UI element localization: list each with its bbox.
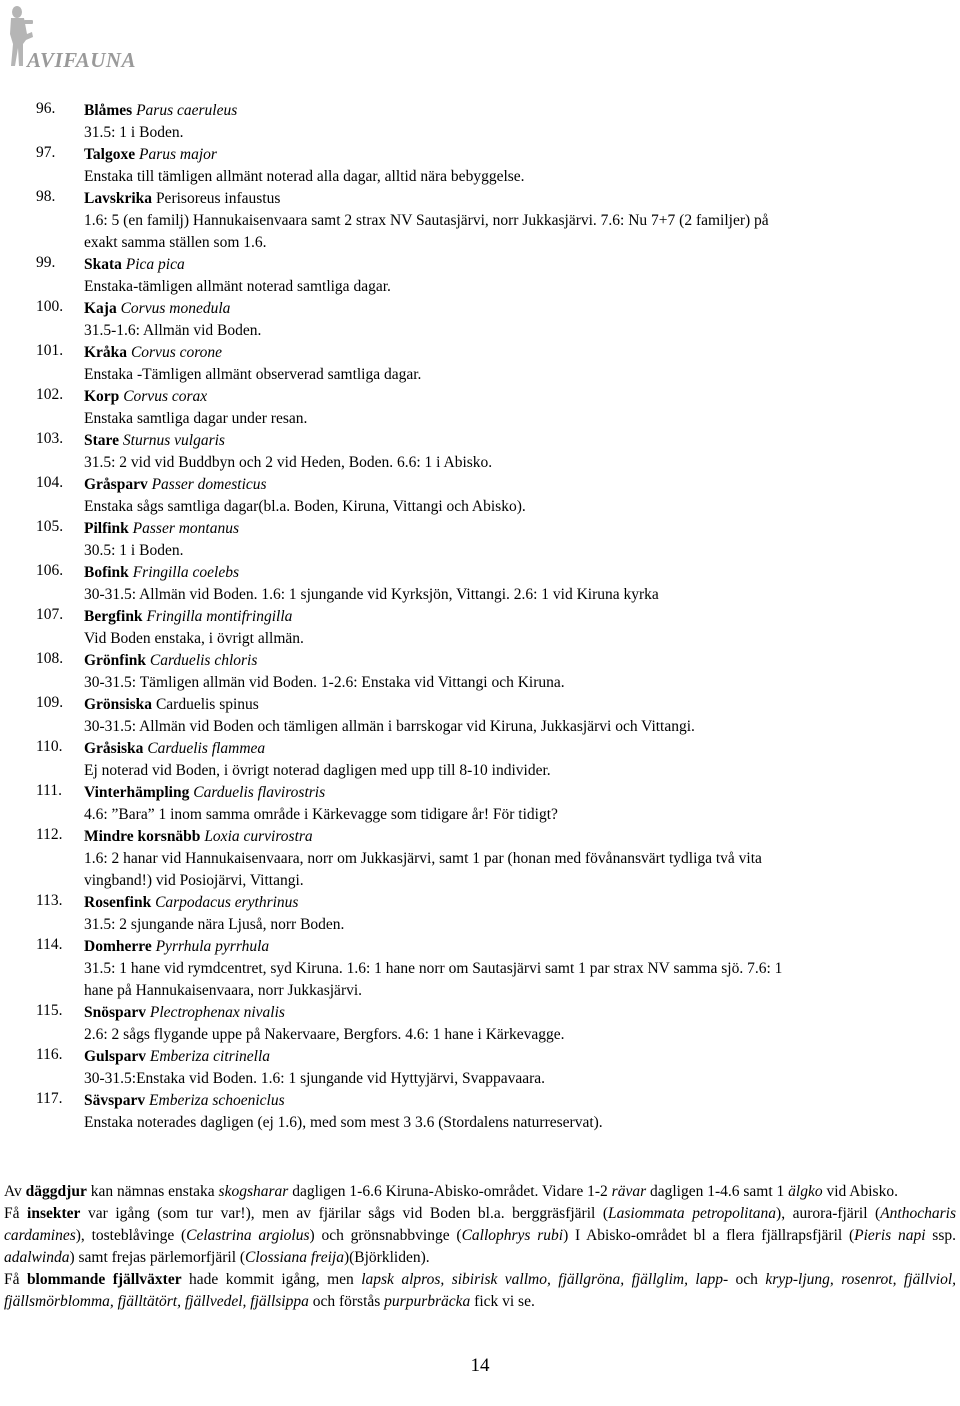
- species-heading: [84, 606, 936, 628]
- species-heading: [84, 694, 936, 716]
- observation-text: Enstaka-tämligen allmänt noterad samtliga dagar.: [84, 278, 391, 295]
- common-name: Kaja: [84, 300, 117, 317]
- species-entry: [36, 1002, 936, 1046]
- scientific-name: Emberiza citrinella: [149, 1048, 271, 1065]
- species-heading: [84, 342, 936, 364]
- observation-text: 30.5: 1 i Boden.: [84, 542, 184, 559]
- scientific-name: Corvus corone: [130, 344, 223, 361]
- species-heading: [84, 892, 936, 914]
- observation-text: 31.5: 1 i Boden.: [84, 124, 184, 141]
- species-heading: [84, 650, 936, 672]
- entry-number: 97.: [36, 144, 56, 161]
- scientific-name: Fringilla coelebs: [132, 564, 240, 581]
- observation-text: Enstaka -Tämligen allmänt observerad samtliga dagar.: [84, 366, 422, 383]
- common-name: Bergfink: [84, 608, 143, 625]
- common-name: Lavskrika: [84, 190, 153, 207]
- scientific-name: Passer montanus: [132, 520, 240, 537]
- species-heading: [84, 474, 936, 496]
- entry-number: 104.: [36, 474, 64, 491]
- observation-text: Enstaka sågs samtliga dagar(bl.a. Boden, Kiruna, Vittangi och Abisko).: [84, 498, 526, 515]
- observation-text: vingband!) vid Posiojärvi, Vittangi.: [84, 872, 304, 889]
- species-entry: [36, 298, 936, 342]
- entry-number: 114.: [36, 936, 63, 953]
- common-name: Stare: [84, 432, 120, 449]
- observation-text: exakt samma ställen som 1.6.: [84, 234, 267, 251]
- observation-text: 30-31.5: Tämligen allmän vid Boden. 1-2.6: Enstaka vid Vittangi och Kiruna.: [84, 674, 565, 691]
- common-name: Grönsiska: [84, 696, 153, 713]
- common-name: Rosenfink: [84, 894, 152, 911]
- species-heading: [84, 1002, 936, 1024]
- entry-number: 102.: [36, 386, 64, 403]
- entry-number: 109.: [36, 694, 64, 711]
- observation-text: 4.6: ”Bara” 1 inom samma område i Kärkevagge som tidigare år! För tidigt?: [84, 806, 558, 823]
- common-name: Bofink: [84, 564, 129, 581]
- species-entry: [36, 562, 936, 606]
- scientific-name: Sturnus vulgaris: [122, 432, 225, 449]
- species-entry: [36, 100, 936, 144]
- species-heading: [84, 518, 936, 540]
- species-entry: [36, 518, 936, 562]
- scientific-name: Passer domesticus: [151, 476, 267, 493]
- common-name: Gråsparv: [84, 476, 148, 493]
- species-entry: [36, 694, 936, 738]
- species-entry: [36, 188, 936, 254]
- observation-text: Enstaka till tämligen allmänt noterad alla dagar, alltid nära bebyggelse.: [84, 168, 525, 185]
- common-name: Talgoxe: [84, 146, 136, 163]
- observation-text: 31.5: 2 vid vid Buddbyn och 2 vid Heden, Boden. 6.6: 1 i Abisko.: [84, 454, 493, 471]
- entry-number: 112.: [36, 826, 63, 843]
- species-entry: [36, 144, 936, 188]
- species-entry: [36, 474, 936, 518]
- species-heading: [84, 738, 936, 760]
- species-entry: [36, 1090, 936, 1134]
- entry-number: 117.: [36, 1090, 63, 1107]
- entry-number: 105.: [36, 518, 64, 535]
- common-name: Skata: [84, 256, 122, 273]
- species-entry: [36, 386, 936, 430]
- scientific-name: Emberiza schoeniclus: [149, 1092, 285, 1109]
- entry-number: 113.: [36, 892, 63, 909]
- species-heading: [84, 562, 936, 584]
- common-name: Pilfink: [84, 520, 129, 537]
- scientific-name: Plectrophenax nivalis: [149, 1004, 285, 1021]
- species-heading: [84, 254, 936, 276]
- species-heading: [84, 386, 936, 408]
- observation-text: Ej noterad vid Boden, i övrigt noterad dagligen med upp till 8-10 individer.: [84, 762, 551, 779]
- entry-number: 100.: [36, 298, 64, 315]
- observation-text: 2.6: 2 sågs flygande uppe på Nakervaare, Bergfors. 4.6: 1 hane i Kärkevagge.: [84, 1026, 565, 1043]
- entry-number: 98.: [36, 188, 56, 205]
- entry-number: 103.: [36, 430, 64, 447]
- species-heading: [84, 188, 936, 210]
- entry-number: 96.: [36, 100, 56, 117]
- species-entry: [36, 430, 936, 474]
- plants-paragraph: Få blommande fjällväxter hade kommit igång, men lapsk alpros, sibirisk vallmo, fjällgröna, fjällglim, lapp- och kryp-ljung, rosenrot, fjällviol, fjällsmörblomma, fjälltätört, fjällvedel, fjällsippa och förstås purpurbräcka fick vi se.: [4, 1271, 957, 1311]
- common-name: Blåmes: [84, 102, 133, 119]
- scientific-name: Carduelis chloris: [149, 652, 258, 669]
- entry-number: 107.: [36, 606, 64, 623]
- species-heading: [84, 782, 936, 804]
- species-entry: [36, 342, 936, 386]
- species-heading: [84, 298, 936, 320]
- observation-text: 31.5-1.6: Allmän vid Boden.: [84, 322, 262, 339]
- insects-paragraph: Få insekter var igång (som tur var!), men av fjärilar sågs vid Boden bl.a. berggräsfjäril (Lasiommata petropolitana), aurora-fjäril (Anthocharis cardamines), tosteblåvinge (Celastrina argiolus) och grönsnabbvinge (Callophrys rubi) I Abisko-området bl a flera fjällrapsfjäril (Pieris napi ssp. adalwinda) samt frejas pärlemorfjäril (Clossiana freija)(Björkliden).: [4, 1205, 956, 1267]
- scientific-name: Pica pica: [125, 256, 185, 273]
- entry-number: 110.: [36, 738, 63, 755]
- species-entry: [36, 782, 936, 826]
- species-entry: [36, 826, 936, 892]
- species-list: [36, 100, 936, 1134]
- common-name: Korp: [84, 388, 120, 405]
- common-name: Gråsiska: [84, 740, 144, 757]
- common-name: Gulsparv: [84, 1048, 147, 1065]
- species-entry: [36, 936, 936, 1002]
- entry-number: 99.: [36, 254, 56, 271]
- species-heading: [84, 826, 936, 848]
- observation-text: 31.5: 2 sjungande nära Ljuså, norr Boden.: [84, 916, 345, 933]
- logo-text: AVIFAUNA: [27, 48, 137, 72]
- scientific-name: Fringilla montifringilla: [146, 608, 293, 625]
- mammals-paragraph: Av däggdjur kan nämnas enstaka skogsharar dagligen 1-6.6 Kiruna-Abisko-området. Vidare 1-2 rävar dagligen 1-4.6 samt 1 älgko vid Abisko.: [4, 1183, 898, 1200]
- common-name: Domherre: [84, 938, 152, 955]
- observation-text: 30-31.5:Enstaka vid Boden. 1.6: 1 sjungande vid Hyttyjärvi, Svappavaara.: [84, 1070, 546, 1087]
- common-name: Vinterhämpling: [84, 784, 190, 801]
- common-name: Sävsparv: [84, 1092, 146, 1109]
- scientific-name: Pyrrhula pyrrhula: [155, 938, 270, 955]
- observation-text: Vid Boden enstaka, i övrigt allmän.: [84, 630, 304, 647]
- observation-text: Enstaka noterades dagligen (ej 1.6), med som mest 3 3.6 (Stordalens naturreservat).: [84, 1114, 603, 1131]
- species-entry: [36, 606, 936, 650]
- scientific-name: Carduelis spinus: [155, 696, 259, 713]
- common-name: Mindre korsnäbb: [84, 828, 201, 845]
- entry-number: 115.: [36, 1002, 63, 1019]
- species-heading: [84, 1090, 936, 1112]
- common-name: Snösparv: [84, 1004, 147, 1021]
- avifauna-logo: [2, 4, 162, 70]
- species-entry: [36, 254, 936, 298]
- notes-section: [4, 1181, 956, 1314]
- scientific-name: Corvus monedula: [120, 300, 231, 317]
- observation-text: 1.6: 5 (en familj) Hannukaisenvaara samt 2 strax NV Sautasjärvi, norr Jukkasjärvi. 7.6: Nu 7+7 (2 familjer) på: [84, 212, 769, 229]
- common-name: Kråka: [84, 344, 128, 361]
- scientific-name: Perisoreus infaustus: [155, 190, 281, 207]
- species-heading: [84, 430, 936, 452]
- entry-number: 116.: [36, 1046, 63, 1063]
- page-number: 14: [470, 1355, 490, 1376]
- observation-text: 30-31.5: Allmän vid Boden och tämligen allmän i barrskogar vid Kiruna, Jukkasjärvi och Vittangi.: [84, 718, 695, 735]
- observation-text: Enstaka samtliga dagar under resan.: [84, 410, 308, 427]
- observation-text: 31.5: 1 hane vid rymdcentret, syd Kiruna. 1.6: 1 hane norr om Sautasjärvi samt 1 par strax NV samma sjö. 7.6: 1: [84, 960, 783, 977]
- entry-number: 106.: [36, 562, 64, 579]
- species-heading: [84, 1046, 936, 1068]
- scientific-name: Carpodacus erythrinus: [155, 894, 299, 911]
- common-name: Grönfink: [84, 652, 147, 669]
- scientific-name: Carduelis flavirostris: [193, 784, 326, 801]
- scientific-name: Corvus corax: [123, 388, 208, 405]
- scientific-name: Loxia curvirostra: [204, 828, 313, 845]
- entry-number: 108.: [36, 650, 64, 667]
- scientific-name: Carduelis flammea: [147, 740, 266, 757]
- species-entry: [36, 650, 936, 694]
- species-entry: [36, 892, 936, 936]
- observation-text: 30-31.5: Allmän vid Boden. 1.6: 1 sjungande vid Kyrksjön, Vittangi. 2.6: 1 vid Kiruna kyrka: [84, 586, 659, 603]
- species-entry: [36, 1046, 936, 1090]
- scientific-name: Parus major: [138, 146, 217, 163]
- species-heading: [84, 936, 936, 958]
- entry-number: 101.: [36, 342, 64, 359]
- observation-text: 1.6: 2 hanar vid Hannukaisenvaara, norr om Jukkasjärvi, samt 1 par (honan med fövånansvärt tydliga två vita: [84, 850, 762, 867]
- entry-number: 111.: [36, 782, 62, 799]
- species-entry: [36, 738, 936, 782]
- species-heading: [84, 144, 936, 166]
- observation-text: hane på Hannukaisenvaara, norr Jukkasjärvi.: [84, 982, 363, 999]
- scientific-name: Parus caeruleus: [136, 102, 238, 119]
- species-heading: [84, 100, 936, 122]
